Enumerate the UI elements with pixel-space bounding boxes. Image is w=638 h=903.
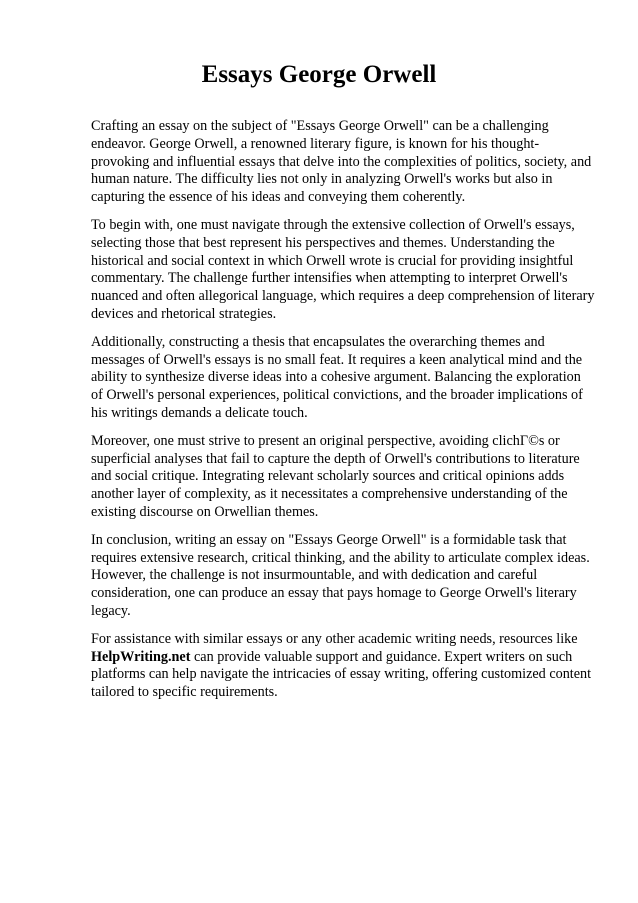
paragraph-2: To begin with, one must navigate through the extensive collection of Orwell's essays, selecting those that best represent his perspectives and themes. Understanding the historical and social context in which Orwell wrote is crucial for providing insightful commentary. The challenge further intensifies when attempting to interpret Orwell's nuanced and often allegorical language, which requires a deep comprehension of literary devices and rhetorical strategies. bbox=[91, 216, 595, 322]
helpwriting-link[interactable]: HelpWriting.net bbox=[91, 648, 191, 665]
paragraph-1: Crafting an essay on the subject of "Essays George Orwell" can be a challenging endeavor. George Orwell, a renowned literary figure, is known for his thought-provoking and influential essays that delve into the complexities of politics, society, and human nature. The difficulty lies not only in analyzing Orwell's works but also in capturing the essence of his ideas and conveying them coherently. bbox=[91, 118, 592, 206]
paragraph-5: In conclusion, writing an essay on "Essays George Orwell" is a formidable task that requires extensive research, critical thinking, and the ability to articulate complex ideas. However, the challenge is not insurmountable, and with dedication and careful consideration, one can produce an essay that pays homage to George Orwell's literary legacy. bbox=[91, 531, 590, 619]
paragraph-3: Additionally, constructing a thesis that encapsulates the overarching themes and messages of Orwell's essays is no small feat. It requires a keen analytical mind and the ability to synthesize diverse ideas into a cohesive argument. Balancing the exploration of Orwell's personal experiences, political convictions, and the broader implications of his writings demands a delicate touch. bbox=[91, 333, 583, 421]
page-title: Essays George Orwell bbox=[201, 61, 437, 88]
paragraph-6 bbox=[91, 631, 595, 702]
paragraph-6-after: can provide valuable support and guidance. Expert writers on such platforms can help navigate the intricacies of essay writing, offering customized content tailored to specific requirements. bbox=[91, 648, 592, 701]
essay-body bbox=[91, 118, 595, 712]
paragraph-6-before: For assistance with similar essays or any other academic writing needs, resources like bbox=[91, 630, 578, 647]
paragraph-4: Moreover, one must strive to present an original perspective, avoiding clichГ©s or superficial analyses that fail to capture the depth of Orwell's contributions to literature and social critique. Integrating relevant scholarly sources and critical opinions adds another layer of complexity, as it necessitates a comprehensive understanding of the existing discourse on Orwellian themes. bbox=[91, 432, 580, 520]
